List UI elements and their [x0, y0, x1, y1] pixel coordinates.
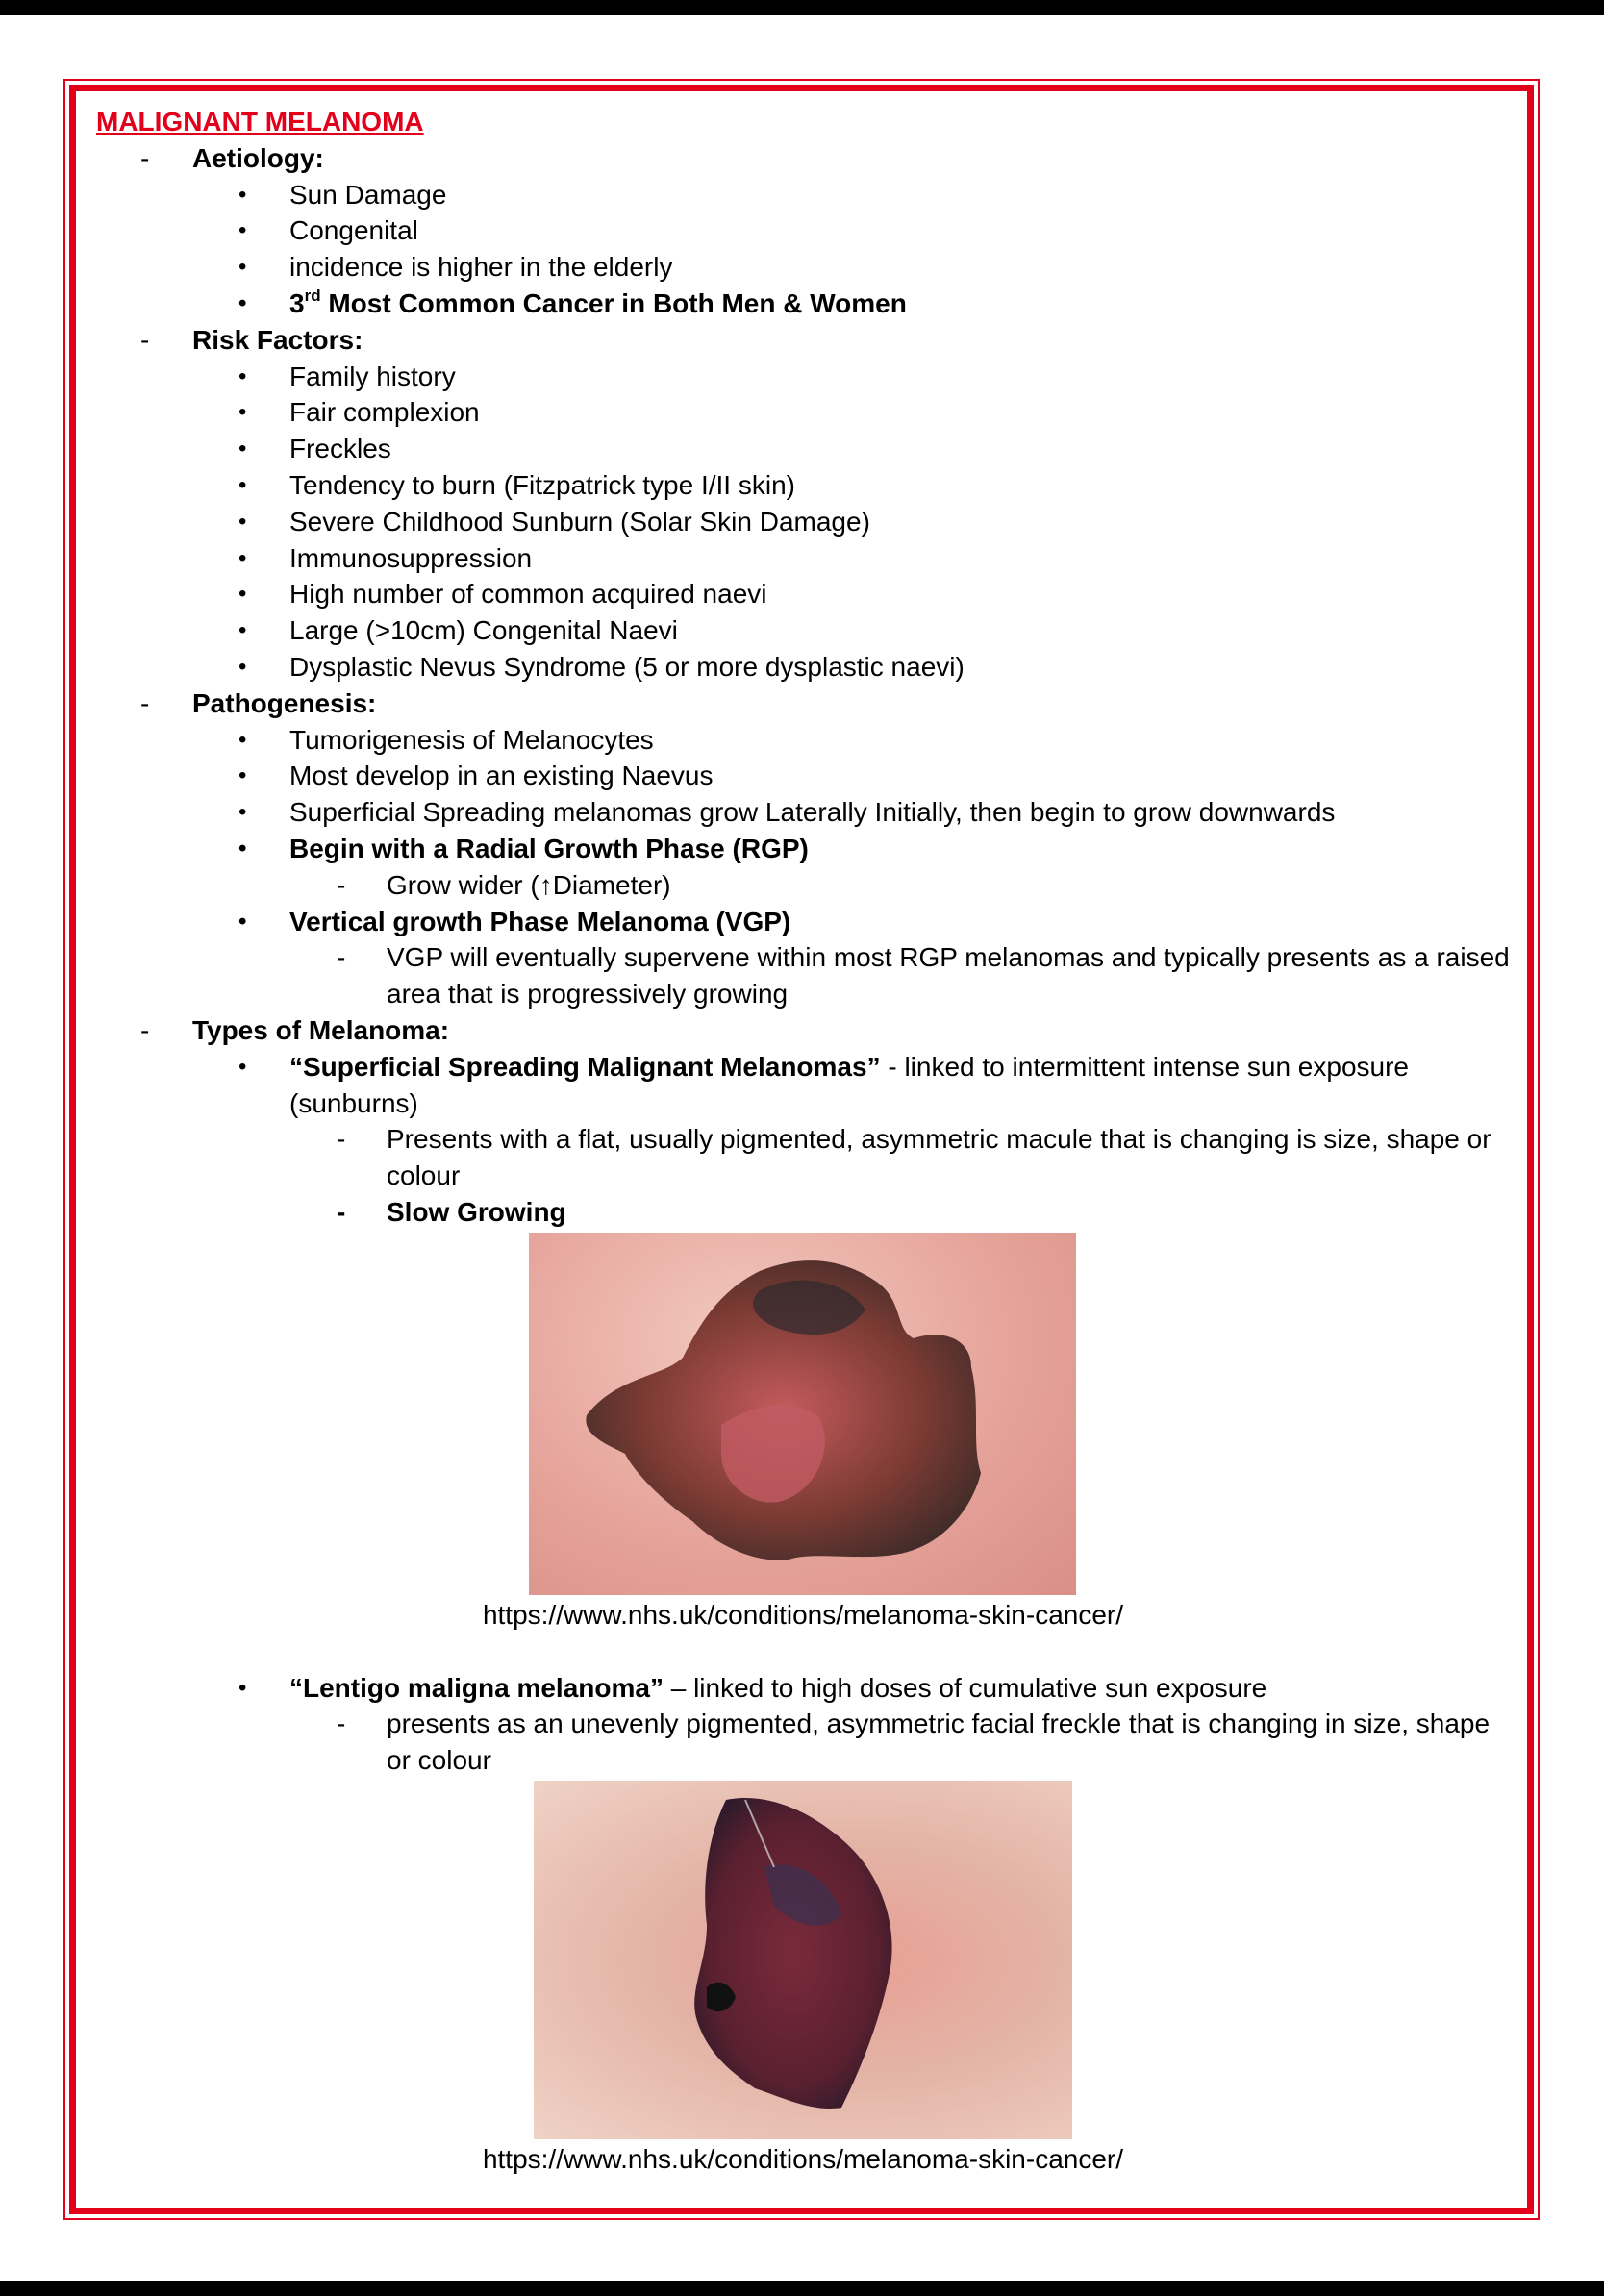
dash-marker: -	[140, 142, 150, 173]
sub-list-item	[96, 939, 1510, 1012]
list-item-text: Severe Childhood Sunburn (Solar Skin Damage)	[289, 506, 870, 537]
list-item-text: Dysplastic Nevus Syndrome (5 or more dysplastic naevi)	[289, 651, 965, 682]
sub-list-item	[96, 1121, 1510, 1194]
bullet-marker: •	[238, 726, 247, 753]
top-black-bar	[0, 0, 1604, 15]
bullet-marker: •	[238, 181, 247, 208]
list-item-text: incidence is higher in the elderly	[289, 252, 673, 283]
dash-marker: -	[337, 1709, 346, 1739]
list-item	[96, 649, 1510, 686]
list-item-text: Grow wider (↑Diameter)	[387, 869, 671, 900]
list-item	[96, 431, 1510, 467]
section-heading: Pathogenesis:	[192, 687, 377, 718]
bullet-marker: •	[238, 653, 247, 680]
bullet-marker: •	[238, 217, 247, 244]
list-item	[96, 467, 1510, 504]
ordinal-suffix: rd	[304, 286, 321, 305]
section-heading: Risk Factors:	[192, 324, 363, 355]
list-item	[96, 504, 1510, 540]
list-item-text: Tendency to burn (Fitzpatrick type I/II skin)	[289, 469, 795, 500]
lentigo-maligna-melanoma-photo	[534, 1781, 1072, 2139]
dash-marker: -	[140, 1014, 150, 1045]
bullet-marker: •	[238, 289, 247, 316]
section-types	[96, 1012, 1510, 1049]
list-item	[96, 612, 1510, 649]
list-item	[96, 722, 1510, 759]
document-content	[96, 104, 1510, 2178]
bullet-marker: •	[238, 835, 247, 861]
bullet-marker: •	[238, 617, 247, 644]
spacer	[96, 1634, 1510, 1670]
list-item-text: High number of common acquired naevi	[289, 579, 767, 610]
list-item-text: Immunosuppression	[289, 542, 533, 573]
section-aetiology	[96, 140, 1510, 177]
bullet-marker: •	[238, 254, 247, 281]
melanoma-type-name: “Superficial Spreading Malignant Melanomas”	[289, 1051, 881, 1082]
bottom-black-bar	[0, 2281, 1604, 2296]
bullet-marker: •	[238, 908, 247, 935]
bullet-marker: •	[238, 581, 247, 608]
section-pathogenesis	[96, 686, 1510, 722]
bullet-marker: •	[238, 1053, 247, 1080]
bullet-marker: •	[238, 399, 247, 426]
dash-marker: -	[140, 687, 150, 718]
list-item	[96, 249, 1510, 286]
list-item	[96, 904, 1510, 940]
section-heading: Aetiology:	[192, 142, 324, 173]
bullet-marker: •	[238, 762, 247, 789]
list-item-text: Most Common Cancer in Both Men & Women	[320, 287, 907, 318]
list-item-text: VGP will eventually supervene within most RGP melanomas and typically presents as a raised area that is progressively growing	[387, 942, 1510, 1010]
bullet-marker: •	[238, 436, 247, 462]
list-item-text: Family history	[289, 361, 456, 391]
bullet-marker: •	[238, 362, 247, 389]
list-item-text: Freckles	[289, 434, 391, 464]
image-caption: https://www.nhs.uk/conditions/melanoma-skin-cancer/	[482, 1599, 1124, 1630]
list-item-text: Presents with a flat, usually pigmented, asymmetric macule that is changing is size, shape or colour	[387, 1124, 1491, 1191]
list-item	[96, 794, 1510, 831]
list-item	[96, 1049, 1510, 1122]
list-item-text: Vertical growth Phase Melanoma (VGP)	[289, 906, 791, 936]
list-item-text: Tumorigenesis of Melanocytes	[289, 724, 654, 755]
melanoma-type-desc: - linked to intermittent intense sun exposure (sunburns)	[289, 1051, 1409, 1118]
list-item	[96, 212, 1510, 249]
list-item-text: Most develop in an existing Naevus	[289, 761, 714, 791]
list-item-text: Large (>10cm) Congenital Naevi	[289, 615, 678, 646]
dash-marker: -	[337, 1196, 346, 1227]
bullet-marker: •	[238, 799, 247, 826]
list-item	[96, 1670, 1510, 1707]
list-item-text: Fair complexion	[289, 397, 480, 428]
bullet-marker: •	[238, 544, 247, 571]
bullet-marker: •	[238, 471, 247, 498]
list-item	[96, 359, 1510, 395]
dash-marker: -	[337, 869, 346, 900]
melanoma-lesion-image	[529, 1233, 1076, 1595]
superficial-spreading-melanoma-photo	[529, 1233, 1076, 1595]
list-item	[96, 831, 1510, 867]
page-title: MALIGNANT MELANOMA	[96, 107, 424, 137]
sub-list-item	[96, 1194, 1510, 1231]
bullet-marker: •	[238, 508, 247, 535]
sub-list-item	[96, 1706, 1510, 1779]
dash-marker: -	[337, 942, 346, 973]
section-risk-factors	[96, 322, 1510, 359]
list-item	[96, 540, 1510, 577]
list-item	[96, 177, 1510, 213]
list-item-text: Congenital	[289, 215, 418, 246]
list-item-text: Superficial Spreading melanomas grow Laterally Initially, then begin to grow downwards	[289, 797, 1336, 828]
section-heading: Types of Melanoma:	[192, 1014, 450, 1045]
list-item	[96, 286, 1510, 322]
list-item	[96, 758, 1510, 794]
bullet-marker: •	[238, 1674, 247, 1701]
ordinal-number: 3	[289, 287, 305, 318]
list-item	[96, 394, 1510, 431]
list-item	[96, 576, 1510, 612]
melanoma-type-name: “Lentigo maligna melanoma”	[289, 1672, 664, 1703]
dash-marker: -	[337, 1124, 346, 1155]
melanoma-lesion-image	[534, 1781, 1072, 2139]
dash-marker: -	[140, 324, 150, 355]
sub-list-item	[96, 867, 1510, 904]
list-item-text: presents as an unevenly pigmented, asymmetric facial freckle that is changing in size, shape or colour	[387, 1709, 1491, 1776]
list-item-text: Sun Damage	[289, 179, 447, 210]
list-item-text: Begin with a Radial Growth Phase (RGP)	[289, 833, 809, 863]
image-caption: https://www.nhs.uk/conditions/melanoma-skin-cancer/	[482, 2143, 1124, 2174]
melanoma-type-desc: – linked to high doses of cumulative sun exposure	[663, 1672, 1267, 1703]
list-item-text: Slow Growing	[387, 1196, 566, 1227]
